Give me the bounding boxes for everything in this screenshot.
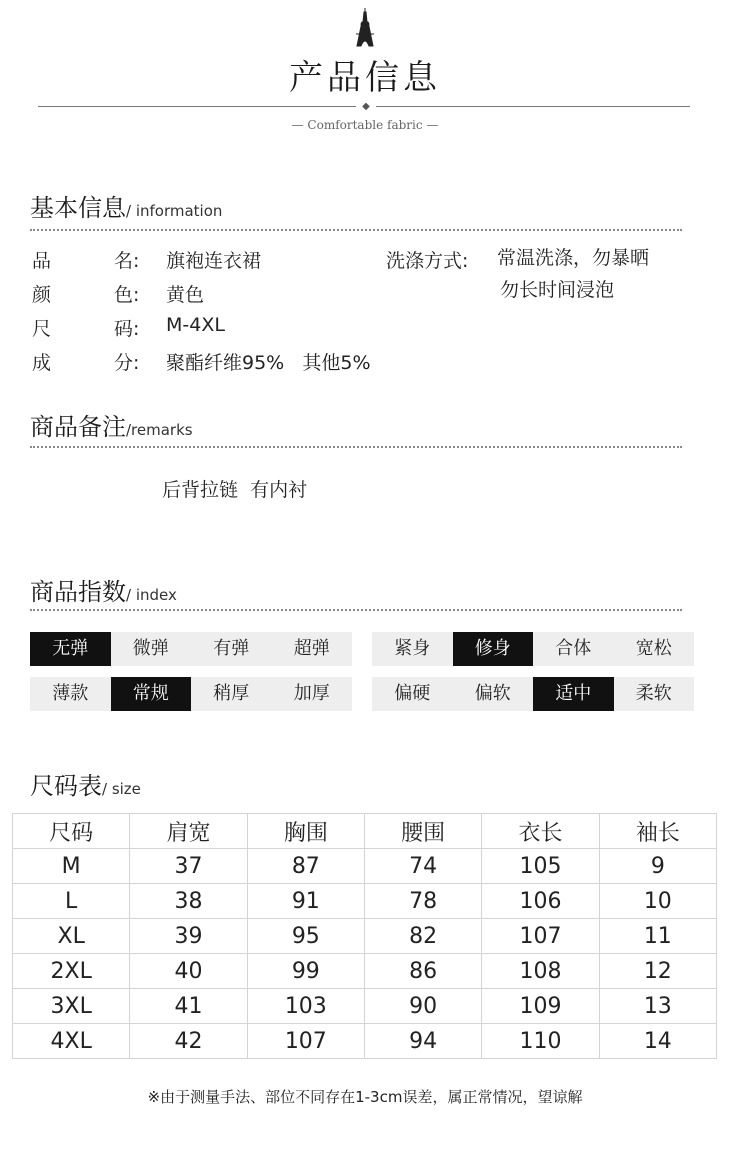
index-heading [30, 572, 177, 607]
column-header: 袖长 [599, 814, 716, 849]
remarks-title: 商品备注 [30, 413, 126, 441]
size-chart-title-en: / size [102, 780, 141, 798]
softness-option: 柔软 [635, 683, 672, 704]
table-cell: 74 [364, 849, 481, 884]
info-value-material: 聚酯纤维95% 其他5% [166, 352, 371, 374]
table-cell: 94 [364, 1024, 481, 1059]
page-title: 产品信息 [289, 58, 441, 98]
table-cell: 108 [482, 954, 599, 989]
table-cell: 109 [482, 989, 599, 1024]
index-title-en: / index [126, 586, 177, 604]
info-label-name-2: 名: [114, 250, 140, 272]
fit-option: 修身 [453, 632, 534, 666]
table-cell: 4XL [13, 1024, 130, 1059]
index-title: 商品指数 [30, 578, 126, 606]
column-header: 尺码 [13, 814, 130, 849]
header-divider-right [376, 106, 690, 107]
table-cell: 86 [364, 954, 481, 989]
table-cell: 11 [599, 919, 716, 954]
info-label-material-2: 分: [114, 352, 140, 374]
size-chart-title: 尺码表 [30, 772, 102, 800]
remarks-heading [30, 407, 193, 442]
softness-option: 偏硬 [394, 683, 431, 704]
page-subtitle: — Comfortable fabric — [291, 118, 439, 132]
header-divider-left [38, 106, 356, 107]
table-cell: 12 [599, 954, 716, 989]
wash-value-line1: 常温洗涤，勿暴晒 [497, 247, 650, 269]
wash-label: 洗涤方式: [386, 250, 469, 272]
table-cell: 13 [599, 989, 716, 1024]
table-cell: 95 [247, 919, 364, 954]
info-label-name: 品 [32, 250, 52, 272]
eiffel-tower-icon [353, 8, 377, 48]
elasticity-option: 超弹 [293, 638, 330, 659]
table-cell: 105 [482, 849, 599, 884]
table-header-row [13, 814, 717, 849]
column-header: 肩宽 [130, 814, 247, 849]
table-cell: 82 [364, 919, 481, 954]
column-header: 腰围 [364, 814, 481, 849]
softness-selector [372, 677, 694, 711]
section-divider [30, 609, 682, 611]
fit-option: 宽松 [635, 638, 672, 659]
table-cell: 90 [364, 989, 481, 1024]
table-cell: 78 [364, 884, 481, 919]
remarks-text: 后背拉链 有内衬 [162, 479, 308, 501]
elasticity-option: 无弹 [30, 632, 111, 666]
thickness-selector [30, 677, 352, 711]
table-cell: 3XL [13, 989, 130, 1024]
table-cell: 41 [130, 989, 247, 1024]
info-label-size: 尺 [32, 318, 52, 340]
table-cell: 91 [247, 884, 364, 919]
section-divider [30, 446, 682, 448]
basic-info-title: 基本信息 [30, 194, 126, 222]
table-cell: 107 [247, 1024, 364, 1059]
table-row [13, 919, 717, 954]
softness-option: 适中 [533, 677, 614, 711]
table-cell: 42 [130, 1024, 247, 1059]
info-label-color-2: 色: [114, 284, 140, 306]
table-cell: XL [13, 919, 130, 954]
table-cell: 39 [130, 919, 247, 954]
table-cell: 103 [247, 989, 364, 1024]
table-cell: 107 [482, 919, 599, 954]
thickness-option: 加厚 [293, 683, 330, 704]
table-row [13, 884, 717, 919]
fit-option: 紧身 [394, 638, 431, 659]
elasticity-selector [30, 632, 352, 666]
table-row [13, 989, 717, 1024]
table-cell: L [13, 884, 130, 919]
table-cell: 37 [130, 849, 247, 884]
table-cell: 38 [130, 884, 247, 919]
column-header: 衣长 [482, 814, 599, 849]
table-cell: M [13, 849, 130, 884]
size-chart-heading [30, 766, 141, 801]
basic-info-title-en: / information [126, 202, 223, 220]
elasticity-option: 微弹 [132, 638, 169, 659]
info-label-material: 成 [32, 352, 52, 374]
info-label-size-2: 码: [114, 318, 140, 340]
table-cell: 14 [599, 1024, 716, 1059]
basic-info-heading [30, 188, 222, 223]
elasticity-option: 有弹 [213, 638, 250, 659]
table-cell: 40 [130, 954, 247, 989]
table-cell: 110 [482, 1024, 599, 1059]
table-row [13, 954, 717, 989]
table-cell: 99 [247, 954, 364, 989]
diamond-icon: ◆ [362, 101, 370, 112]
wash-value-line2: 勿长时间浸泡 [500, 279, 615, 301]
table-cell: 9 [599, 849, 716, 884]
thickness-option: 常规 [111, 677, 192, 711]
fit-option: 合体 [555, 638, 592, 659]
section-divider [30, 229, 682, 231]
table-cell: 106 [482, 884, 599, 919]
info-label-color: 颜 [32, 284, 52, 306]
table-row [13, 849, 717, 884]
table-cell: 10 [599, 884, 716, 919]
table-cell: 87 [247, 849, 364, 884]
fit-selector [372, 632, 694, 666]
softness-option: 偏软 [474, 683, 511, 704]
info-value-name: 旗袍连衣裙 [166, 250, 262, 272]
table-row [13, 1024, 717, 1059]
measurement-note: ※由于测量手法、部位不同存在1-3cm误差，属正常情况，望谅解 [147, 1088, 583, 1106]
size-table [12, 813, 717, 1059]
info-value-color: 黄色 [166, 284, 205, 306]
thickness-option: 稍厚 [213, 683, 250, 704]
column-header: 胸围 [247, 814, 364, 849]
thickness-option: 薄款 [52, 683, 89, 704]
info-value-size: M-4XL [166, 314, 225, 336]
table-cell: 2XL [13, 954, 130, 989]
remarks-title-en: /remarks [126, 421, 193, 439]
